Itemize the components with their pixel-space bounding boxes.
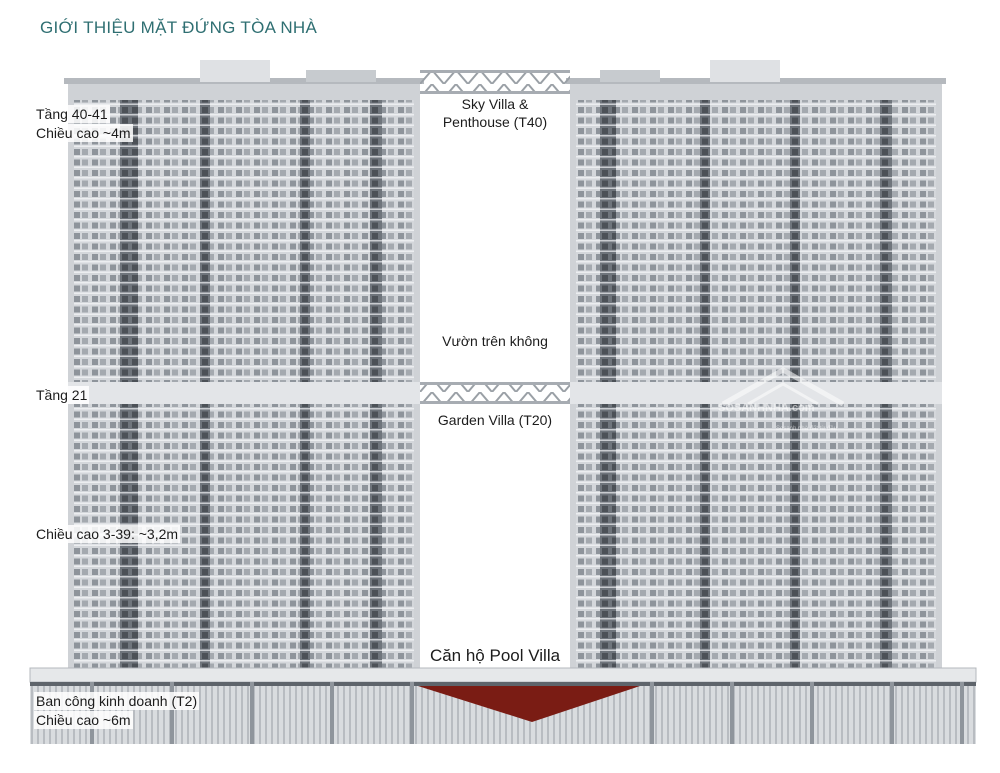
house-roof-icon bbox=[718, 366, 848, 406]
label-garden-villa: Garden Villa (T20) bbox=[437, 412, 553, 428]
label-sky-villa-line1: Sky Villa & bbox=[461, 96, 529, 112]
label-floors-40-41: Tầng 40-41 bbox=[36, 106, 108, 122]
label-floor-21: Tầng 21 bbox=[36, 387, 88, 403]
sky-bridge-top bbox=[420, 70, 570, 94]
label-sky-villa bbox=[420, 95, 570, 131]
watermark-brand: SOSANHNHA.com bbox=[718, 402, 815, 414]
label-podium-height: Chiều cao ~6m bbox=[36, 712, 131, 728]
label-height-top: Chiều cao ~4m bbox=[36, 125, 131, 141]
label-pool-villa: Căn hộ Pool Villa bbox=[429, 646, 561, 665]
label-height-3-39: Chiều cao 3-39: ~3,2m bbox=[36, 526, 179, 542]
label-sky-garden: Vườn trên không bbox=[442, 333, 548, 349]
label-business-balcony: Ban công kinh doanh (T2) bbox=[36, 693, 198, 709]
watermark-tagline: Sosanh nhà đất từ đầu bbox=[776, 426, 838, 432]
sky-bridge-middle bbox=[420, 382, 570, 404]
label-sky-villa-line2: Penthouse (T40) bbox=[442, 114, 548, 130]
page-title: GIỚI THIỆU MẶT ĐỨNG TÒA NHÀ bbox=[40, 18, 318, 37]
left-tower bbox=[64, 60, 424, 670]
watermark bbox=[718, 366, 848, 432]
right-tower bbox=[566, 60, 946, 670]
